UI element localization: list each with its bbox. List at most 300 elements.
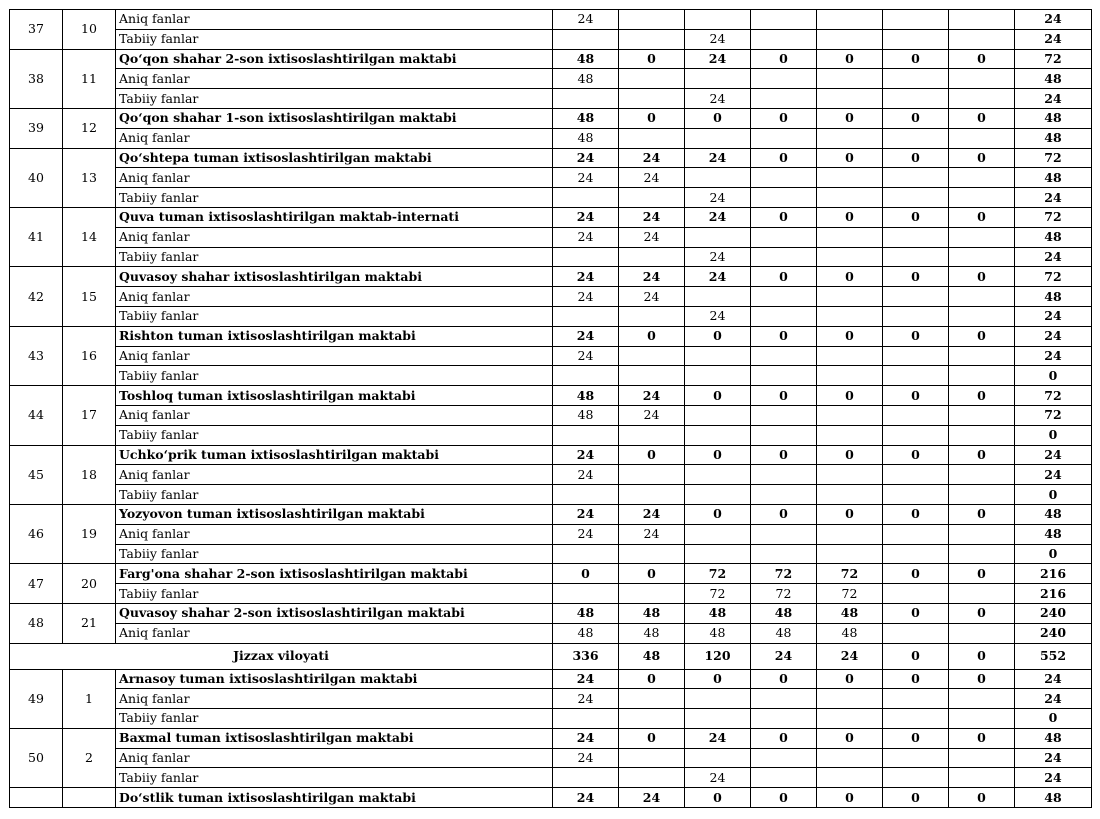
quota-cell: 0 bbox=[751, 326, 817, 346]
quota-cell bbox=[553, 366, 619, 386]
quota-cell bbox=[553, 485, 619, 505]
quota-cell: 24 bbox=[553, 669, 619, 689]
quota-cell: 0 bbox=[751, 207, 817, 227]
quota-cell: 0 bbox=[817, 504, 883, 524]
total-cell: 24 bbox=[1015, 326, 1092, 346]
quota-cell bbox=[685, 405, 751, 425]
school-row bbox=[10, 728, 1092, 748]
quota-cell bbox=[751, 287, 817, 307]
table-body bbox=[10, 10, 1092, 808]
quota-cell: 24 bbox=[619, 405, 685, 425]
quota-cell: 0 bbox=[883, 49, 949, 69]
sub-number: 16 bbox=[63, 326, 116, 385]
total-cell: 0 bbox=[1015, 709, 1092, 729]
quota-cell: 24 bbox=[619, 524, 685, 544]
row-number: 47 bbox=[10, 564, 63, 604]
quota-cell bbox=[751, 227, 817, 247]
quota-cell: 0 bbox=[949, 788, 1015, 808]
quota-cell: 0 bbox=[685, 386, 751, 406]
quota-cell: 0 bbox=[619, 49, 685, 69]
quota-cell bbox=[817, 128, 883, 148]
total-cell: 24 bbox=[1015, 669, 1092, 689]
quota-cell: 0 bbox=[949, 49, 1015, 69]
subject-name: Tabiiy fanlar bbox=[116, 29, 553, 49]
quota-cell: 24 bbox=[685, 267, 751, 287]
quota-cell: 120 bbox=[685, 643, 751, 669]
row-number: 49 bbox=[10, 669, 63, 728]
quota-cell: 0 bbox=[949, 603, 1015, 623]
quota-cell bbox=[751, 425, 817, 445]
quota-cell: 24 bbox=[553, 445, 619, 465]
quota-cell: 24 bbox=[619, 267, 685, 287]
quota-cell: 0 bbox=[751, 728, 817, 748]
quota-cell: 0 bbox=[685, 326, 751, 346]
quota-cell: 0 bbox=[817, 148, 883, 168]
quota-cell bbox=[751, 405, 817, 425]
quota-cell: 0 bbox=[949, 728, 1015, 748]
quota-cell bbox=[883, 425, 949, 445]
quota-cell bbox=[685, 69, 751, 89]
quota-cell: 0 bbox=[817, 788, 883, 808]
school-row bbox=[10, 445, 1092, 465]
quota-cell bbox=[817, 748, 883, 768]
quota-cell: 24 bbox=[619, 207, 685, 227]
quota-cell: 0 bbox=[817, 445, 883, 465]
total-cell: 24 bbox=[1015, 29, 1092, 49]
quota-cell bbox=[817, 768, 883, 788]
quota-cell bbox=[883, 227, 949, 247]
subject-name: Aniq fanlar bbox=[116, 287, 553, 307]
quota-cell: 0 bbox=[883, 445, 949, 465]
quota-cell bbox=[883, 89, 949, 109]
school-name: Baxmal tuman ixtisoslashtirilgan maktabi bbox=[116, 728, 553, 748]
total-cell: 24 bbox=[1015, 306, 1092, 326]
quota-cell: 0 bbox=[949, 445, 1015, 465]
quota-cell bbox=[883, 168, 949, 188]
quota-cell: 48 bbox=[817, 623, 883, 643]
quota-cell: 48 bbox=[685, 603, 751, 623]
total-cell: 48 bbox=[1015, 168, 1092, 188]
quota-cell: 0 bbox=[619, 445, 685, 465]
quota-cell bbox=[685, 425, 751, 445]
quota-cell bbox=[883, 188, 949, 208]
quota-cell: 0 bbox=[949, 148, 1015, 168]
quota-cell: 72 bbox=[751, 584, 817, 604]
quota-cell bbox=[949, 544, 1015, 564]
quota-cell bbox=[751, 544, 817, 564]
subject-row bbox=[10, 524, 1092, 544]
subject-row bbox=[10, 29, 1092, 49]
quota-cell bbox=[619, 425, 685, 445]
quota-cell bbox=[949, 709, 1015, 729]
subject-row bbox=[10, 287, 1092, 307]
quota-cell bbox=[883, 128, 949, 148]
quota-cell bbox=[751, 168, 817, 188]
quota-cell: 48 bbox=[553, 128, 619, 148]
quota-cell: 24 bbox=[619, 788, 685, 808]
total-cell: 48 bbox=[1015, 128, 1092, 148]
quota-cell: 72 bbox=[817, 584, 883, 604]
school-row bbox=[10, 207, 1092, 227]
subject-name: Tabiiy fanlar bbox=[116, 425, 553, 445]
quota-cell: 0 bbox=[817, 669, 883, 689]
quota-cell: 24 bbox=[685, 768, 751, 788]
quota-cell bbox=[883, 247, 949, 267]
school-name: Do‘stlik tuman ixtisoslashtirilgan maktabi bbox=[116, 788, 553, 808]
quota-cell: 24 bbox=[553, 168, 619, 188]
subject-name: Aniq fanlar bbox=[116, 128, 553, 148]
subject-row bbox=[10, 709, 1092, 729]
quota-cell bbox=[619, 247, 685, 267]
quota-cell: 0 bbox=[817, 267, 883, 287]
quota-cell: 0 bbox=[751, 788, 817, 808]
quota-cell bbox=[817, 544, 883, 564]
quota-cell bbox=[949, 69, 1015, 89]
quota-cell: 24 bbox=[553, 148, 619, 168]
quota-cell bbox=[751, 366, 817, 386]
quota-cell bbox=[751, 128, 817, 148]
quota-cell bbox=[883, 346, 949, 366]
quota-cell: 24 bbox=[553, 728, 619, 748]
quota-cell: 24 bbox=[685, 89, 751, 109]
quota-cell: 24 bbox=[553, 227, 619, 247]
subject-row bbox=[10, 10, 1092, 30]
quota-cell: 0 bbox=[883, 643, 949, 669]
quota-cell: 0 bbox=[619, 108, 685, 128]
subject-row bbox=[10, 748, 1092, 768]
subject-name: Tabiiy fanlar bbox=[116, 247, 553, 267]
school-row bbox=[10, 603, 1092, 623]
quota-cell: 24 bbox=[553, 207, 619, 227]
quota-cell: 72 bbox=[685, 584, 751, 604]
quota-cell bbox=[751, 465, 817, 485]
school-row bbox=[10, 326, 1092, 346]
subject-row bbox=[10, 306, 1092, 326]
quota-cell: 0 bbox=[751, 108, 817, 128]
quota-cell bbox=[817, 29, 883, 49]
quota-cell bbox=[685, 128, 751, 148]
quota-cell bbox=[883, 485, 949, 505]
quota-cell bbox=[685, 465, 751, 485]
subject-row bbox=[10, 689, 1092, 709]
row-number: 38 bbox=[10, 49, 63, 108]
quota-cell bbox=[685, 748, 751, 768]
quota-cell bbox=[685, 544, 751, 564]
subject-row bbox=[10, 425, 1092, 445]
total-cell: 24 bbox=[1015, 188, 1092, 208]
schools-quota-table bbox=[9, 9, 1092, 808]
quota-cell bbox=[883, 768, 949, 788]
quota-cell bbox=[949, 524, 1015, 544]
quota-cell: 24 bbox=[553, 689, 619, 709]
quota-cell: 0 bbox=[883, 207, 949, 227]
quota-cell: 0 bbox=[817, 728, 883, 748]
quota-cell: 0 bbox=[619, 564, 685, 584]
quota-cell: 0 bbox=[883, 564, 949, 584]
quota-cell bbox=[949, 623, 1015, 643]
quota-cell bbox=[619, 544, 685, 564]
quota-cell bbox=[883, 366, 949, 386]
quota-cell: 0 bbox=[883, 326, 949, 346]
quota-cell: 0 bbox=[949, 504, 1015, 524]
school-name: Uchko‘prik tuman ixtisoslashtirilgan maktabi bbox=[116, 445, 553, 465]
quota-cell: 48 bbox=[553, 405, 619, 425]
subject-name: Aniq fanlar bbox=[116, 69, 553, 89]
quota-cell: 0 bbox=[751, 504, 817, 524]
quota-cell bbox=[553, 89, 619, 109]
total-cell: 24 bbox=[1015, 10, 1092, 30]
school-row bbox=[10, 669, 1092, 689]
row-number: 39 bbox=[10, 108, 63, 148]
quota-cell bbox=[751, 346, 817, 366]
quota-cell bbox=[817, 306, 883, 326]
quota-cell: 24 bbox=[553, 504, 619, 524]
sub-number: 14 bbox=[63, 207, 116, 266]
quota-cell: 24 bbox=[685, 29, 751, 49]
total-cell: 0 bbox=[1015, 425, 1092, 445]
row-number: 43 bbox=[10, 326, 63, 385]
quota-cell bbox=[685, 485, 751, 505]
quota-cell bbox=[553, 188, 619, 208]
subject-row bbox=[10, 465, 1092, 485]
quota-cell bbox=[619, 89, 685, 109]
subject-name: Aniq fanlar bbox=[116, 168, 553, 188]
quota-cell bbox=[751, 748, 817, 768]
quota-cell: 24 bbox=[685, 148, 751, 168]
subject-row bbox=[10, 768, 1092, 788]
sub-number: 17 bbox=[63, 386, 116, 445]
quota-cell bbox=[949, 29, 1015, 49]
quota-cell: 24 bbox=[619, 148, 685, 168]
school-name: Quva tuman ixtisoslashtirilgan maktab-internati bbox=[116, 207, 553, 227]
quota-cell: 24 bbox=[553, 10, 619, 30]
quota-cell bbox=[883, 709, 949, 729]
quota-cell bbox=[751, 524, 817, 544]
sub-number: 15 bbox=[63, 267, 116, 326]
subject-row bbox=[10, 366, 1092, 386]
quota-cell bbox=[619, 29, 685, 49]
quota-cell: 0 bbox=[949, 267, 1015, 287]
quota-cell: 0 bbox=[883, 386, 949, 406]
quota-cell bbox=[949, 689, 1015, 709]
quota-cell bbox=[751, 709, 817, 729]
quota-cell: 0 bbox=[685, 445, 751, 465]
quota-cell bbox=[949, 405, 1015, 425]
total-cell: 24 bbox=[1015, 748, 1092, 768]
quota-cell: 48 bbox=[685, 623, 751, 643]
subject-name: Aniq fanlar bbox=[116, 623, 553, 643]
sub-number: 10 bbox=[63, 10, 116, 50]
subject-row bbox=[10, 89, 1092, 109]
quota-cell bbox=[949, 768, 1015, 788]
quota-cell bbox=[817, 485, 883, 505]
quota-cell bbox=[619, 366, 685, 386]
quota-cell: 48 bbox=[619, 603, 685, 623]
quota-cell bbox=[817, 366, 883, 386]
quota-cell bbox=[553, 709, 619, 729]
quota-cell bbox=[817, 247, 883, 267]
quota-cell: 0 bbox=[949, 564, 1015, 584]
subject-row bbox=[10, 346, 1092, 366]
quota-cell bbox=[949, 306, 1015, 326]
quota-cell bbox=[619, 69, 685, 89]
subject-name: Tabiiy fanlar bbox=[116, 306, 553, 326]
quota-cell bbox=[751, 89, 817, 109]
subject-name: Tabiiy fanlar bbox=[116, 89, 553, 109]
quota-cell bbox=[949, 287, 1015, 307]
sub-number: 1 bbox=[63, 669, 116, 728]
school-name: Qo‘shtepa tuman ixtisoslashtirilgan maktabi bbox=[116, 148, 553, 168]
quota-cell bbox=[619, 485, 685, 505]
school-row bbox=[10, 49, 1092, 69]
subject-name: Aniq fanlar bbox=[116, 227, 553, 247]
quota-cell bbox=[817, 188, 883, 208]
quota-cell bbox=[553, 425, 619, 445]
total-cell: 72 bbox=[1015, 386, 1092, 406]
row-number: 45 bbox=[10, 445, 63, 504]
quota-cell bbox=[619, 346, 685, 366]
quota-cell bbox=[553, 544, 619, 564]
quota-cell: 0 bbox=[751, 148, 817, 168]
quota-cell: 0 bbox=[619, 669, 685, 689]
quota-cell: 24 bbox=[685, 49, 751, 69]
quota-cell: 24 bbox=[553, 267, 619, 287]
school-name: Yozyovon tuman ixtisoslashtirilgan maktabi bbox=[116, 504, 553, 524]
total-cell: 48 bbox=[1015, 69, 1092, 89]
quota-cell bbox=[751, 485, 817, 505]
total-cell: 48 bbox=[1015, 227, 1092, 247]
subject-name: Aniq fanlar bbox=[116, 465, 553, 485]
subject-row bbox=[10, 247, 1092, 267]
total-cell: 216 bbox=[1015, 584, 1092, 604]
school-row bbox=[10, 267, 1092, 287]
quota-cell bbox=[685, 168, 751, 188]
subject-name: Aniq fanlar bbox=[116, 524, 553, 544]
quota-cell: 0 bbox=[949, 108, 1015, 128]
quota-cell: 0 bbox=[949, 643, 1015, 669]
quota-cell bbox=[817, 524, 883, 544]
quota-cell bbox=[685, 366, 751, 386]
quota-cell bbox=[619, 128, 685, 148]
quota-cell bbox=[883, 544, 949, 564]
quota-cell bbox=[883, 584, 949, 604]
school-name: Qo‘qon shahar 1-son ixtisoslashtirilgan maktabi bbox=[116, 108, 553, 128]
total-cell: 48 bbox=[1015, 524, 1092, 544]
quota-cell: 24 bbox=[817, 643, 883, 669]
quota-cell: 0 bbox=[685, 108, 751, 128]
quota-cell bbox=[949, 346, 1015, 366]
subject-name: Tabiiy fanlar bbox=[116, 768, 553, 788]
school-name: Qo‘qon shahar 2-son ixtisoslashtirilgan maktabi bbox=[116, 49, 553, 69]
quota-cell bbox=[751, 188, 817, 208]
quota-cell: 48 bbox=[553, 108, 619, 128]
quota-cell: 72 bbox=[751, 564, 817, 584]
quota-cell bbox=[751, 29, 817, 49]
quota-cell bbox=[817, 69, 883, 89]
total-cell: 24 bbox=[1015, 768, 1092, 788]
quota-cell: 0 bbox=[619, 728, 685, 748]
quota-cell: 48 bbox=[619, 643, 685, 669]
sub-number: 18 bbox=[63, 445, 116, 504]
quota-cell bbox=[685, 689, 751, 709]
quota-cell bbox=[949, 227, 1015, 247]
quota-cell: 24 bbox=[553, 524, 619, 544]
quota-cell: 48 bbox=[817, 603, 883, 623]
school-row bbox=[10, 504, 1092, 524]
row-number: 37 bbox=[10, 10, 63, 50]
total-cell: 72 bbox=[1015, 267, 1092, 287]
school-name: Quvasoy shahar 2-son ixtisoslashtirilgan maktabi bbox=[116, 603, 553, 623]
subject-name: Tabiiy fanlar bbox=[116, 544, 553, 564]
quota-cell bbox=[817, 10, 883, 30]
quota-cell: 0 bbox=[751, 445, 817, 465]
total-cell: 24 bbox=[1015, 346, 1092, 366]
subject-row bbox=[10, 188, 1092, 208]
total-cell: 72 bbox=[1015, 405, 1092, 425]
subject-row bbox=[10, 168, 1092, 188]
school-name: Farg'ona shahar 2-son ixtisoslashtirilgan maktabi bbox=[116, 564, 553, 584]
quota-cell bbox=[751, 247, 817, 267]
quota-cell: 0 bbox=[817, 386, 883, 406]
quota-cell: 0 bbox=[949, 386, 1015, 406]
quota-cell: 24 bbox=[685, 728, 751, 748]
quota-cell: 0 bbox=[817, 326, 883, 346]
quota-cell bbox=[949, 188, 1015, 208]
quota-cell bbox=[949, 748, 1015, 768]
total-cell: 24 bbox=[1015, 445, 1092, 465]
quota-cell: 0 bbox=[685, 669, 751, 689]
row-number: 42 bbox=[10, 267, 63, 326]
quota-cell: 0 bbox=[883, 669, 949, 689]
quota-cell bbox=[817, 689, 883, 709]
quota-cell bbox=[817, 89, 883, 109]
total-cell: 24 bbox=[1015, 89, 1092, 109]
school-row bbox=[10, 386, 1092, 406]
subject-name: Tabiiy fanlar bbox=[116, 584, 553, 604]
quota-cell: 48 bbox=[751, 603, 817, 623]
quota-cell: 24 bbox=[619, 227, 685, 247]
quota-cell: 24 bbox=[553, 465, 619, 485]
quota-cell bbox=[883, 10, 949, 30]
row-number: 50 bbox=[10, 728, 63, 787]
sub-number: 12 bbox=[63, 108, 116, 148]
subject-name: Aniq fanlar bbox=[116, 10, 553, 30]
quota-cell bbox=[817, 405, 883, 425]
school-name: Toshloq tuman ixtisoslashtirilgan maktabi bbox=[116, 386, 553, 406]
quota-cell bbox=[883, 748, 949, 768]
total-cell: 48 bbox=[1015, 108, 1092, 128]
quota-cell bbox=[751, 10, 817, 30]
quota-cell: 24 bbox=[619, 386, 685, 406]
quota-cell: 48 bbox=[553, 69, 619, 89]
quota-cell bbox=[685, 709, 751, 729]
quota-cell bbox=[817, 287, 883, 307]
row-number: 46 bbox=[10, 504, 63, 563]
quota-cell: 0 bbox=[949, 669, 1015, 689]
quota-cell bbox=[949, 247, 1015, 267]
school-row bbox=[10, 788, 1092, 808]
quota-cell: 48 bbox=[553, 49, 619, 69]
subject-row bbox=[10, 69, 1092, 89]
quota-cell: 24 bbox=[685, 247, 751, 267]
quota-cell: 0 bbox=[883, 728, 949, 748]
row-number: 40 bbox=[10, 148, 63, 207]
sub-number: 19 bbox=[63, 504, 116, 563]
quota-cell bbox=[949, 485, 1015, 505]
total-cell: 0 bbox=[1015, 366, 1092, 386]
total-cell: 48 bbox=[1015, 287, 1092, 307]
quota-cell: 0 bbox=[751, 49, 817, 69]
